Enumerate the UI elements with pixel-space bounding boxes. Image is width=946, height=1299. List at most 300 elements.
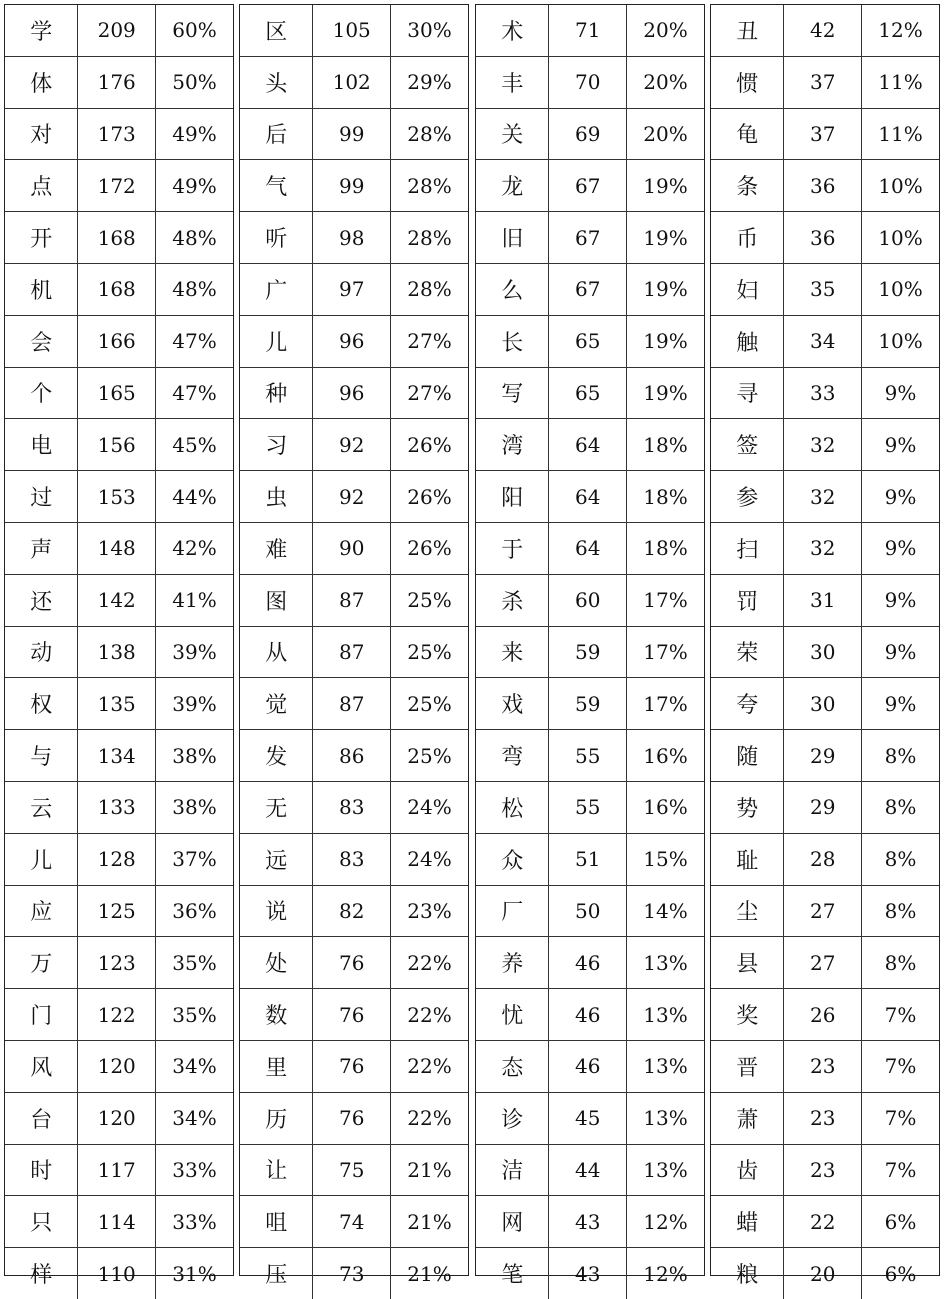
count-cell: 26 bbox=[784, 989, 862, 1041]
frequency-table-grid bbox=[240, 5, 468, 1299]
table-row bbox=[5, 1092, 233, 1144]
character-cell: 广 bbox=[240, 263, 313, 315]
table-row bbox=[476, 989, 704, 1041]
character-cell: 云 bbox=[5, 781, 78, 833]
character-cell: 夸 bbox=[711, 678, 784, 730]
percent-cell: 26% bbox=[390, 471, 468, 523]
percent-cell: 28% bbox=[390, 108, 468, 160]
count-cell: 67 bbox=[549, 212, 627, 264]
table-row bbox=[5, 315, 233, 367]
count-cell: 64 bbox=[549, 471, 627, 523]
table-row bbox=[476, 212, 704, 264]
character-cell: 松 bbox=[476, 781, 549, 833]
percent-cell: 11% bbox=[861, 56, 939, 108]
table-row bbox=[476, 5, 704, 56]
table-row bbox=[240, 108, 468, 160]
count-cell: 135 bbox=[78, 678, 156, 730]
count-cell: 82 bbox=[313, 885, 391, 937]
count-cell: 122 bbox=[78, 989, 156, 1041]
percent-cell: 13% bbox=[626, 1092, 704, 1144]
percent-cell: 9% bbox=[861, 574, 939, 626]
percent-cell: 38% bbox=[155, 730, 233, 782]
table-row bbox=[5, 1040, 233, 1092]
percent-cell: 19% bbox=[626, 263, 704, 315]
percent-cell: 22% bbox=[390, 989, 468, 1041]
table-row bbox=[240, 1196, 468, 1248]
count-cell: 33 bbox=[784, 367, 862, 419]
count-cell: 64 bbox=[549, 419, 627, 471]
table-row bbox=[476, 885, 704, 937]
count-cell: 92 bbox=[313, 471, 391, 523]
count-cell: 86 bbox=[313, 730, 391, 782]
percent-cell: 25% bbox=[390, 626, 468, 678]
character-cell: 耻 bbox=[711, 833, 784, 885]
character-cell: 难 bbox=[240, 522, 313, 574]
table-row bbox=[711, 315, 939, 367]
table-row bbox=[240, 5, 468, 56]
percent-cell: 13% bbox=[626, 937, 704, 989]
percent-cell: 47% bbox=[155, 367, 233, 419]
character-cell: 里 bbox=[240, 1040, 313, 1092]
percent-cell: 13% bbox=[626, 989, 704, 1041]
character-cell: 荣 bbox=[711, 626, 784, 678]
percent-cell: 31% bbox=[155, 1248, 233, 1299]
percent-cell: 10% bbox=[861, 263, 939, 315]
table-row bbox=[476, 263, 704, 315]
character-cell: 说 bbox=[240, 885, 313, 937]
percent-cell: 35% bbox=[155, 989, 233, 1041]
count-cell: 30 bbox=[784, 626, 862, 678]
character-cell: 术 bbox=[476, 5, 549, 56]
count-cell: 43 bbox=[549, 1196, 627, 1248]
character-cell: 惯 bbox=[711, 56, 784, 108]
character-cell: 签 bbox=[711, 419, 784, 471]
character-cell: 罚 bbox=[711, 574, 784, 626]
table-block-1 bbox=[4, 4, 234, 1289]
count-cell: 83 bbox=[313, 833, 391, 885]
percent-cell: 25% bbox=[390, 678, 468, 730]
percent-cell: 17% bbox=[626, 574, 704, 626]
count-cell: 156 bbox=[78, 419, 156, 471]
percent-cell: 12% bbox=[861, 5, 939, 56]
character-cell: 只 bbox=[5, 1196, 78, 1248]
count-cell: 209 bbox=[78, 5, 156, 56]
table-row bbox=[711, 367, 939, 419]
count-cell: 22 bbox=[784, 1196, 862, 1248]
count-cell: 28 bbox=[784, 833, 862, 885]
table-row bbox=[711, 5, 939, 56]
character-cell: 发 bbox=[240, 730, 313, 782]
count-cell: 43 bbox=[549, 1248, 627, 1299]
count-cell: 23 bbox=[784, 1040, 862, 1092]
character-cell: 条 bbox=[711, 160, 784, 212]
character-cell: 让 bbox=[240, 1144, 313, 1196]
count-cell: 123 bbox=[78, 937, 156, 989]
count-cell: 31 bbox=[784, 574, 862, 626]
table-row bbox=[476, 626, 704, 678]
table-row bbox=[240, 574, 468, 626]
table-row bbox=[476, 730, 704, 782]
count-cell: 76 bbox=[313, 937, 391, 989]
percent-cell: 35% bbox=[155, 937, 233, 989]
count-cell: 32 bbox=[784, 419, 862, 471]
character-cell: 长 bbox=[476, 315, 549, 367]
count-cell: 27 bbox=[784, 885, 862, 937]
table-row bbox=[5, 574, 233, 626]
count-cell: 59 bbox=[549, 626, 627, 678]
table-row bbox=[476, 522, 704, 574]
character-cell: 洁 bbox=[476, 1144, 549, 1196]
percent-cell: 20% bbox=[626, 56, 704, 108]
percent-cell: 12% bbox=[626, 1248, 704, 1299]
table-row bbox=[476, 471, 704, 523]
table-row bbox=[240, 781, 468, 833]
count-cell: 87 bbox=[313, 626, 391, 678]
character-cell: 关 bbox=[476, 108, 549, 160]
percent-cell: 9% bbox=[861, 367, 939, 419]
count-cell: 55 bbox=[549, 730, 627, 782]
character-cell: 万 bbox=[5, 937, 78, 989]
count-cell: 76 bbox=[313, 1040, 391, 1092]
count-cell: 117 bbox=[78, 1144, 156, 1196]
count-cell: 67 bbox=[549, 263, 627, 315]
percent-cell: 7% bbox=[861, 989, 939, 1041]
percent-cell: 19% bbox=[626, 315, 704, 367]
count-cell: 23 bbox=[784, 1092, 862, 1144]
character-cell: 种 bbox=[240, 367, 313, 419]
count-cell: 37 bbox=[784, 108, 862, 160]
percent-cell: 12% bbox=[626, 1196, 704, 1248]
percent-cell: 33% bbox=[155, 1144, 233, 1196]
character-cell: 寻 bbox=[711, 367, 784, 419]
character-cell: 养 bbox=[476, 937, 549, 989]
table-row bbox=[711, 989, 939, 1041]
percent-cell: 30% bbox=[390, 5, 468, 56]
count-cell: 55 bbox=[549, 781, 627, 833]
table-row bbox=[711, 419, 939, 471]
count-cell: 60 bbox=[549, 574, 627, 626]
percent-cell: 18% bbox=[626, 419, 704, 471]
table-row bbox=[711, 730, 939, 782]
table-row bbox=[711, 263, 939, 315]
percent-cell: 16% bbox=[626, 730, 704, 782]
percent-cell: 44% bbox=[155, 471, 233, 523]
count-cell: 148 bbox=[78, 522, 156, 574]
count-cell: 98 bbox=[313, 212, 391, 264]
character-cell: 气 bbox=[240, 160, 313, 212]
character-cell: 咀 bbox=[240, 1196, 313, 1248]
count-cell: 110 bbox=[78, 1248, 156, 1299]
table-row bbox=[476, 1092, 704, 1144]
table-row bbox=[5, 471, 233, 523]
character-cell: 诊 bbox=[476, 1092, 549, 1144]
percent-cell: 16% bbox=[626, 781, 704, 833]
character-cell: 丰 bbox=[476, 56, 549, 108]
table-row bbox=[240, 315, 468, 367]
count-cell: 65 bbox=[549, 367, 627, 419]
percent-cell: 49% bbox=[155, 108, 233, 160]
percent-cell: 7% bbox=[861, 1144, 939, 1196]
table-row bbox=[476, 315, 704, 367]
table-row bbox=[240, 1092, 468, 1144]
table-row bbox=[711, 1092, 939, 1144]
table-row bbox=[240, 160, 468, 212]
count-cell: 23 bbox=[784, 1144, 862, 1196]
table-row bbox=[240, 626, 468, 678]
count-cell: 71 bbox=[549, 5, 627, 56]
percent-cell: 28% bbox=[390, 160, 468, 212]
table-row bbox=[476, 781, 704, 833]
table-row bbox=[240, 367, 468, 419]
percent-cell: 37% bbox=[155, 833, 233, 885]
character-cell: 样 bbox=[5, 1248, 78, 1299]
frequency-table-grid bbox=[711, 5, 939, 1299]
table-row bbox=[5, 160, 233, 212]
character-cell: 儿 bbox=[240, 315, 313, 367]
table-row bbox=[711, 1040, 939, 1092]
table-row bbox=[240, 989, 468, 1041]
count-cell: 120 bbox=[78, 1040, 156, 1092]
table-row bbox=[5, 1196, 233, 1248]
frequency-table bbox=[4, 4, 940, 1289]
percent-cell: 8% bbox=[861, 885, 939, 937]
percent-cell: 18% bbox=[626, 522, 704, 574]
count-cell: 36 bbox=[784, 212, 862, 264]
character-cell: 随 bbox=[711, 730, 784, 782]
table-row bbox=[5, 781, 233, 833]
percent-cell: 19% bbox=[626, 367, 704, 419]
table-row bbox=[240, 471, 468, 523]
table-row bbox=[476, 108, 704, 160]
character-cell: 图 bbox=[240, 574, 313, 626]
table-row bbox=[240, 522, 468, 574]
count-cell: 70 bbox=[549, 56, 627, 108]
percent-cell: 39% bbox=[155, 626, 233, 678]
character-cell: 体 bbox=[5, 56, 78, 108]
count-cell: 99 bbox=[313, 108, 391, 160]
table-row bbox=[711, 1144, 939, 1196]
character-cell: 还 bbox=[5, 574, 78, 626]
percent-cell: 8% bbox=[861, 781, 939, 833]
table-row bbox=[476, 1248, 704, 1299]
percent-cell: 6% bbox=[861, 1196, 939, 1248]
character-cell: 奖 bbox=[711, 989, 784, 1041]
percent-cell: 11% bbox=[861, 108, 939, 160]
count-cell: 76 bbox=[313, 1092, 391, 1144]
percent-cell: 45% bbox=[155, 419, 233, 471]
character-cell: 动 bbox=[5, 626, 78, 678]
count-cell: 75 bbox=[313, 1144, 391, 1196]
table-row bbox=[476, 1144, 704, 1196]
percent-cell: 24% bbox=[390, 833, 468, 885]
table-row bbox=[476, 160, 704, 212]
count-cell: 45 bbox=[549, 1092, 627, 1144]
count-cell: 142 bbox=[78, 574, 156, 626]
count-cell: 120 bbox=[78, 1092, 156, 1144]
table-row bbox=[476, 833, 704, 885]
character-cell: 习 bbox=[240, 419, 313, 471]
count-cell: 65 bbox=[549, 315, 627, 367]
percent-cell: 60% bbox=[155, 5, 233, 56]
percent-cell: 27% bbox=[390, 315, 468, 367]
percent-cell: 26% bbox=[390, 522, 468, 574]
character-cell: 阳 bbox=[476, 471, 549, 523]
table-row bbox=[5, 108, 233, 160]
character-cell: 旧 bbox=[476, 212, 549, 264]
percent-cell: 22% bbox=[390, 1040, 468, 1092]
table-row bbox=[476, 1196, 704, 1248]
count-cell: 27 bbox=[784, 937, 862, 989]
count-cell: 46 bbox=[549, 937, 627, 989]
count-cell: 105 bbox=[313, 5, 391, 56]
character-cell: 萧 bbox=[711, 1092, 784, 1144]
count-cell: 50 bbox=[549, 885, 627, 937]
character-cell: 儿 bbox=[5, 833, 78, 885]
character-cell: 觉 bbox=[240, 678, 313, 730]
percent-cell: 27% bbox=[390, 367, 468, 419]
character-cell: 币 bbox=[711, 212, 784, 264]
percent-cell: 21% bbox=[390, 1248, 468, 1299]
count-cell: 133 bbox=[78, 781, 156, 833]
character-cell: 风 bbox=[5, 1040, 78, 1092]
character-cell: 学 bbox=[5, 5, 78, 56]
table-row bbox=[240, 833, 468, 885]
character-cell: 么 bbox=[476, 263, 549, 315]
table-block-4 bbox=[710, 4, 940, 1289]
count-cell: 90 bbox=[313, 522, 391, 574]
count-cell: 32 bbox=[784, 522, 862, 574]
character-cell: 台 bbox=[5, 1092, 78, 1144]
table-row bbox=[476, 367, 704, 419]
percent-cell: 48% bbox=[155, 212, 233, 264]
character-cell: 从 bbox=[240, 626, 313, 678]
percent-cell: 9% bbox=[861, 678, 939, 730]
table-row bbox=[711, 626, 939, 678]
character-cell: 声 bbox=[5, 522, 78, 574]
character-cell: 龙 bbox=[476, 160, 549, 212]
table-row bbox=[5, 989, 233, 1041]
count-cell: 99 bbox=[313, 160, 391, 212]
character-cell: 龟 bbox=[711, 108, 784, 160]
character-cell: 压 bbox=[240, 1248, 313, 1299]
count-cell: 176 bbox=[78, 56, 156, 108]
character-cell: 时 bbox=[5, 1144, 78, 1196]
percent-cell: 13% bbox=[626, 1040, 704, 1092]
character-cell: 来 bbox=[476, 626, 549, 678]
percent-cell: 49% bbox=[155, 160, 233, 212]
percent-cell: 47% bbox=[155, 315, 233, 367]
character-cell: 湾 bbox=[476, 419, 549, 471]
percent-cell: 36% bbox=[155, 885, 233, 937]
character-cell: 处 bbox=[240, 937, 313, 989]
table-row bbox=[5, 367, 233, 419]
percent-cell: 26% bbox=[390, 419, 468, 471]
table-row bbox=[240, 212, 468, 264]
table-row bbox=[711, 108, 939, 160]
character-cell: 齿 bbox=[711, 1144, 784, 1196]
count-cell: 30 bbox=[784, 678, 862, 730]
count-cell: 35 bbox=[784, 263, 862, 315]
count-cell: 46 bbox=[549, 989, 627, 1041]
percent-cell: 33% bbox=[155, 1196, 233, 1248]
count-cell: 44 bbox=[549, 1144, 627, 1196]
character-cell: 写 bbox=[476, 367, 549, 419]
table-row bbox=[476, 678, 704, 730]
character-cell: 蜡 bbox=[711, 1196, 784, 1248]
percent-cell: 10% bbox=[861, 212, 939, 264]
count-cell: 102 bbox=[313, 56, 391, 108]
count-cell: 32 bbox=[784, 471, 862, 523]
character-cell: 开 bbox=[5, 212, 78, 264]
table-row bbox=[711, 678, 939, 730]
character-cell: 众 bbox=[476, 833, 549, 885]
table-row bbox=[711, 885, 939, 937]
table-row bbox=[476, 419, 704, 471]
count-cell: 20 bbox=[784, 1248, 862, 1299]
percent-cell: 21% bbox=[390, 1144, 468, 1196]
table-row bbox=[476, 937, 704, 989]
table-row bbox=[5, 212, 233, 264]
table-row bbox=[476, 1040, 704, 1092]
character-cell: 杀 bbox=[476, 574, 549, 626]
percent-cell: 8% bbox=[861, 937, 939, 989]
table-row bbox=[711, 781, 939, 833]
character-cell: 县 bbox=[711, 937, 784, 989]
count-cell: 96 bbox=[313, 367, 391, 419]
character-cell: 妇 bbox=[711, 263, 784, 315]
count-cell: 59 bbox=[549, 678, 627, 730]
character-cell: 与 bbox=[5, 730, 78, 782]
table-block-2 bbox=[239, 4, 469, 1289]
table-row bbox=[5, 1144, 233, 1196]
character-cell: 尘 bbox=[711, 885, 784, 937]
count-cell: 36 bbox=[784, 160, 862, 212]
character-cell: 权 bbox=[5, 678, 78, 730]
percent-cell: 23% bbox=[390, 885, 468, 937]
percent-cell: 17% bbox=[626, 678, 704, 730]
count-cell: 87 bbox=[313, 574, 391, 626]
character-cell: 后 bbox=[240, 108, 313, 160]
character-cell: 远 bbox=[240, 833, 313, 885]
frequency-table-grid bbox=[476, 5, 704, 1299]
percent-cell: 10% bbox=[861, 315, 939, 367]
table-row bbox=[5, 730, 233, 782]
percent-cell: 10% bbox=[861, 160, 939, 212]
table-row bbox=[240, 1144, 468, 1196]
percent-cell: 15% bbox=[626, 833, 704, 885]
count-cell: 166 bbox=[78, 315, 156, 367]
table-row bbox=[240, 56, 468, 108]
character-cell: 参 bbox=[711, 471, 784, 523]
character-cell: 历 bbox=[240, 1092, 313, 1144]
table-row bbox=[5, 56, 233, 108]
table-row bbox=[240, 678, 468, 730]
character-cell: 弯 bbox=[476, 730, 549, 782]
character-cell: 会 bbox=[5, 315, 78, 367]
count-cell: 153 bbox=[78, 471, 156, 523]
character-cell: 态 bbox=[476, 1040, 549, 1092]
percent-cell: 28% bbox=[390, 212, 468, 264]
character-cell: 头 bbox=[240, 56, 313, 108]
percent-cell: 9% bbox=[861, 626, 939, 678]
character-cell: 点 bbox=[5, 160, 78, 212]
table-row bbox=[240, 937, 468, 989]
count-cell: 76 bbox=[313, 989, 391, 1041]
table-row bbox=[711, 937, 939, 989]
table-row bbox=[240, 263, 468, 315]
count-cell: 73 bbox=[313, 1248, 391, 1299]
percent-cell: 22% bbox=[390, 937, 468, 989]
